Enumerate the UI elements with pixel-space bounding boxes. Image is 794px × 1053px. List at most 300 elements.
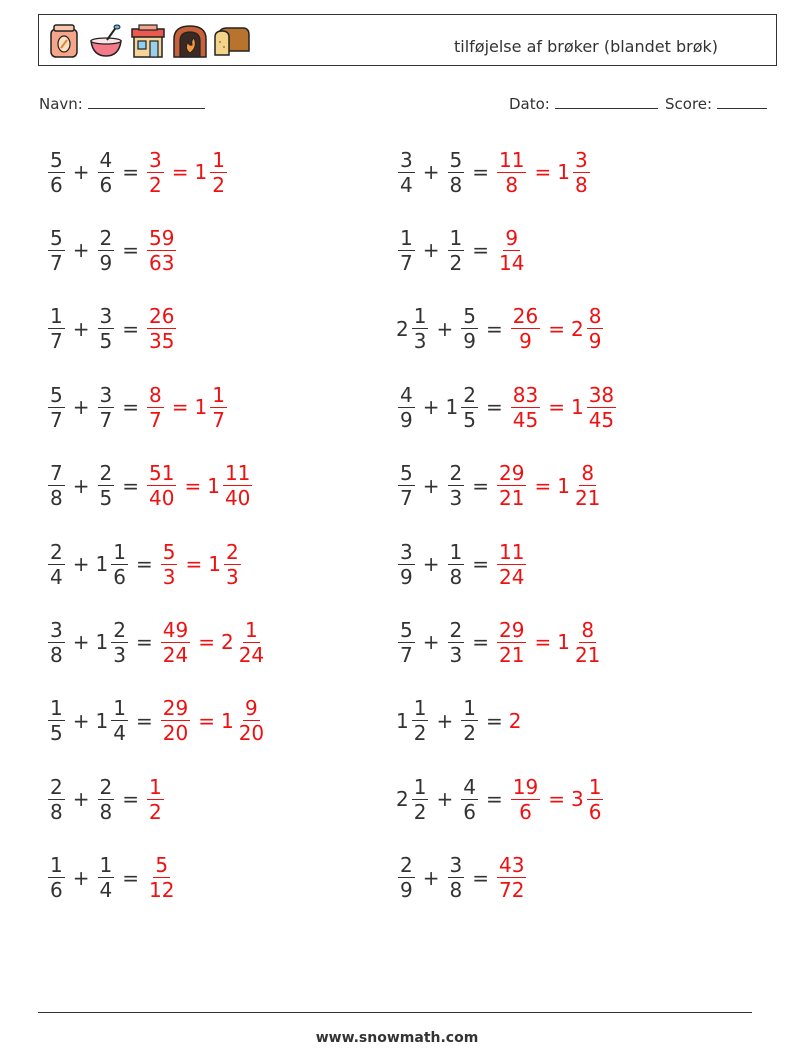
plus-sign: + xyxy=(72,865,90,890)
fraction xyxy=(511,383,540,432)
fraction xyxy=(147,148,164,197)
denominator: 14 xyxy=(499,250,525,275)
denominator: 8 xyxy=(505,172,519,197)
answer xyxy=(145,226,178,275)
numerator: 5 xyxy=(463,304,476,329)
equals-sign: = xyxy=(198,708,215,733)
whole-number: 2 xyxy=(220,630,234,655)
numerator: 3 xyxy=(50,617,63,642)
denominator: 7 xyxy=(400,486,413,511)
denominator: 40 xyxy=(224,486,251,511)
fraction xyxy=(398,383,415,432)
fraction xyxy=(210,383,227,432)
fraction xyxy=(111,696,128,745)
numerator: 51 xyxy=(149,461,175,486)
numerator: 11 xyxy=(499,539,525,564)
worksheet-header xyxy=(38,14,777,66)
numerator: 9 xyxy=(505,225,519,250)
denominator: 8 xyxy=(449,878,463,903)
answer xyxy=(495,226,528,275)
equals-sign: = xyxy=(485,316,503,341)
whole-number: 1 xyxy=(208,552,221,576)
answer xyxy=(509,775,606,824)
denominator: 8 xyxy=(449,172,463,197)
numerator: 5 xyxy=(50,225,63,250)
whole-number: 1 xyxy=(445,395,459,420)
denominator: 35 xyxy=(149,329,175,354)
fraction xyxy=(147,853,176,902)
answer xyxy=(509,709,523,733)
denominator: 24 xyxy=(162,642,189,667)
problem-8 xyxy=(396,377,618,437)
denominator: 9 xyxy=(99,250,113,275)
denominator: 3 xyxy=(113,642,126,667)
fraction xyxy=(497,853,526,902)
denominator: 2 xyxy=(413,721,427,746)
denominator: 6 xyxy=(50,172,63,197)
fraction xyxy=(573,148,590,197)
problem-3 xyxy=(46,220,178,280)
whole-number: 1 xyxy=(570,395,584,420)
name-line xyxy=(88,94,205,109)
numerator: 43 xyxy=(499,853,525,878)
equals-sign: = xyxy=(122,316,139,341)
problem-9 xyxy=(46,456,254,516)
footer-url: www.snowmath.com xyxy=(315,1030,479,1046)
fraction xyxy=(511,775,540,824)
denominator: 3 xyxy=(225,564,239,589)
equals-sign: = xyxy=(472,238,489,263)
fraction xyxy=(161,696,190,745)
denominator: 9 xyxy=(463,329,476,354)
whole-number: 1 xyxy=(207,473,220,498)
whole-number: 1 xyxy=(557,630,570,655)
denominator: 7 xyxy=(400,250,413,275)
equals-sign: = xyxy=(122,160,139,184)
numerator: 26 xyxy=(149,304,175,329)
equals-sign: = xyxy=(534,473,552,498)
answer xyxy=(509,304,606,353)
numerator: 2 xyxy=(50,774,63,799)
equals-sign: = xyxy=(472,630,489,655)
plus-sign: + xyxy=(436,708,454,733)
fraction xyxy=(98,383,115,432)
plus-sign: + xyxy=(72,630,90,655)
fraction xyxy=(161,540,178,589)
denominator: 20 xyxy=(238,721,265,746)
fraction xyxy=(237,618,266,667)
numerator: 3 xyxy=(149,147,162,172)
denominator: 7 xyxy=(149,407,162,432)
date-line xyxy=(555,94,658,109)
numerator: 8 xyxy=(588,304,602,329)
denominator: 21 xyxy=(574,486,601,511)
fraction xyxy=(111,618,128,667)
denominator: 3 xyxy=(449,486,463,511)
equals-sign: = xyxy=(534,160,552,184)
numerator: 19 xyxy=(512,774,539,799)
fraction xyxy=(448,461,465,510)
plus-sign: + xyxy=(72,473,90,498)
numerator: 11 xyxy=(224,461,251,486)
fraction xyxy=(98,853,115,902)
numerator: 4 xyxy=(463,774,476,799)
numerator: 11 xyxy=(499,147,525,172)
whole-number: 1 xyxy=(95,708,109,733)
answer xyxy=(145,461,254,510)
numerator: 2 xyxy=(113,617,126,642)
denominator: 7 xyxy=(99,407,113,432)
denominator: 5 xyxy=(99,486,113,511)
numerator: 1 xyxy=(588,774,602,799)
answer xyxy=(159,618,268,667)
denominator: 45 xyxy=(512,407,539,432)
problem-1 xyxy=(46,142,229,202)
equals-sign: = xyxy=(472,552,489,576)
equals-sign: = xyxy=(171,395,189,420)
denominator: 4 xyxy=(400,172,413,197)
denominator: 9 xyxy=(400,878,413,903)
denominator: 45 xyxy=(588,407,615,432)
numerator: 1 xyxy=(413,696,427,721)
fraction xyxy=(448,226,465,275)
fraction xyxy=(448,618,465,667)
numerator: 4 xyxy=(400,382,413,407)
fraction xyxy=(98,304,115,353)
fraction xyxy=(573,618,602,667)
answer xyxy=(145,775,166,824)
equals-sign: = xyxy=(485,395,503,420)
problem-20 xyxy=(396,848,528,908)
numerator: 8 xyxy=(581,617,595,642)
score-label: Score: xyxy=(665,95,713,113)
numerator: 4 xyxy=(99,147,113,172)
denominator: 8 xyxy=(449,564,463,589)
plus-sign: + xyxy=(422,865,440,890)
equals-sign: = xyxy=(198,630,215,655)
denominator: 3 xyxy=(449,642,463,667)
flour-bag-icon xyxy=(45,23,83,59)
fraction xyxy=(48,775,65,824)
whole-number: 3 xyxy=(570,787,584,812)
equals-sign: = xyxy=(548,395,565,420)
answer xyxy=(159,696,268,745)
numerator: 1 xyxy=(50,696,63,721)
fraction xyxy=(448,853,465,902)
denominator: 63 xyxy=(149,250,175,275)
equals-sign: = xyxy=(548,316,565,341)
numerator: 29 xyxy=(499,617,525,642)
problem-6 xyxy=(396,299,605,359)
whole-number: 1 xyxy=(95,552,109,576)
numerator: 2 xyxy=(449,617,463,642)
answer xyxy=(145,304,178,353)
fraction xyxy=(48,696,65,745)
denominator: 5 xyxy=(463,407,476,432)
numerator: 2 xyxy=(400,853,413,878)
fraction xyxy=(398,226,415,275)
fraction xyxy=(98,226,115,275)
denominator: 2 xyxy=(212,172,225,197)
fraction xyxy=(98,461,115,510)
fraction xyxy=(147,461,176,510)
whole-number: 1 xyxy=(95,630,109,655)
denominator: 72 xyxy=(499,878,525,903)
fraction xyxy=(147,226,176,275)
numerator: 2 xyxy=(225,539,239,564)
numerator: 1 xyxy=(149,774,162,799)
fraction xyxy=(398,540,415,589)
fraction xyxy=(412,696,429,745)
plus-sign: + xyxy=(72,316,90,341)
equals-sign: = xyxy=(122,473,139,498)
plus-sign: + xyxy=(422,473,440,498)
numerator: 5 xyxy=(50,382,63,407)
whole-number: 1 xyxy=(220,708,234,733)
denominator: 9 xyxy=(519,329,532,354)
denominator: 2 xyxy=(449,250,463,275)
numerator: 26 xyxy=(512,304,539,329)
numerator: 1 xyxy=(99,853,113,878)
date-label: Dato: xyxy=(509,95,550,113)
equals-sign: = xyxy=(122,395,139,420)
plus-sign: + xyxy=(72,787,90,812)
whole-number: 1 xyxy=(557,160,570,184)
denominator: 8 xyxy=(50,486,63,511)
numerator: 29 xyxy=(499,461,525,486)
numerator: 3 xyxy=(449,853,463,878)
plus-sign: + xyxy=(422,395,440,420)
problem-14 xyxy=(396,612,604,672)
numerator: 8 xyxy=(581,461,595,486)
denominator: 8 xyxy=(574,172,588,197)
problem-16 xyxy=(396,691,522,751)
plus-sign: + xyxy=(72,238,90,263)
equals-sign: = xyxy=(135,708,153,733)
denominator: 7 xyxy=(400,642,413,667)
denominator: 8 xyxy=(50,799,63,824)
denominator: 8 xyxy=(99,799,113,824)
numerator: 2 xyxy=(99,461,113,486)
equals-sign: = xyxy=(185,552,203,576)
answer xyxy=(145,383,229,432)
numerator: 1 xyxy=(400,225,413,250)
numerator: 2 xyxy=(50,539,63,564)
whole-number: 2 xyxy=(396,787,409,812)
problem-17 xyxy=(46,769,166,829)
plus-sign: + xyxy=(436,787,454,812)
score-field xyxy=(665,94,767,113)
numerator: 29 xyxy=(162,696,189,721)
whole-number: 2 xyxy=(396,316,409,341)
fraction xyxy=(461,304,478,353)
numerator: 1 xyxy=(449,539,463,564)
denominator: 4 xyxy=(113,721,126,746)
fraction xyxy=(587,304,604,353)
denominator: 6 xyxy=(519,799,532,824)
numerator: 3 xyxy=(99,382,113,407)
numerator: 5 xyxy=(155,853,169,878)
fraction xyxy=(111,540,128,589)
numerator: 3 xyxy=(99,304,113,329)
denominator: 7 xyxy=(50,407,63,432)
equals-sign: = xyxy=(135,552,153,576)
numerator: 7 xyxy=(50,461,63,486)
denominator: 4 xyxy=(50,564,63,589)
problem-7 xyxy=(46,377,229,437)
denominator: 2 xyxy=(149,172,162,197)
numerator: 5 xyxy=(400,617,413,642)
numerator: 3 xyxy=(400,147,413,172)
fraction xyxy=(461,696,478,745)
numerator: 1 xyxy=(449,225,463,250)
numerator: 1 xyxy=(463,696,476,721)
equals-sign: = xyxy=(548,787,565,812)
problem-5 xyxy=(46,299,178,359)
equals-sign: = xyxy=(171,160,189,184)
whole-number: 2 xyxy=(570,316,584,341)
numerator: 1 xyxy=(212,147,225,172)
numerator: 5 xyxy=(449,147,463,172)
header-icons xyxy=(45,23,251,59)
fraction xyxy=(147,775,164,824)
denominator: 2 xyxy=(413,799,427,824)
numerator: 1 xyxy=(50,304,63,329)
plus-sign: + xyxy=(436,316,454,341)
numerator: 2 xyxy=(463,382,476,407)
numerator: 5 xyxy=(162,539,176,564)
equals-sign: = xyxy=(184,473,202,498)
fraction xyxy=(48,540,65,589)
fraction xyxy=(224,540,241,589)
numerator: 2 xyxy=(99,225,113,250)
numerator: 1 xyxy=(113,696,126,721)
problem-10 xyxy=(396,456,604,516)
fraction xyxy=(48,148,65,197)
denominator: 21 xyxy=(574,642,601,667)
fraction xyxy=(497,226,526,275)
problem-11 xyxy=(46,534,243,594)
whole-number: 1 xyxy=(396,708,409,733)
fraction xyxy=(210,148,227,197)
date-field xyxy=(509,94,658,113)
equals-sign: = xyxy=(122,787,139,812)
denominator: 9 xyxy=(400,564,413,589)
equals-sign: = xyxy=(534,630,552,655)
answer xyxy=(495,853,528,902)
fraction xyxy=(511,304,540,353)
equals-sign: = xyxy=(485,787,503,812)
denominator: 6 xyxy=(113,564,126,589)
numerator: 2 xyxy=(449,461,463,486)
fraction xyxy=(448,540,465,589)
fraction xyxy=(98,148,115,197)
denominator: 7 xyxy=(212,407,225,432)
denominator: 24 xyxy=(499,564,525,589)
oven-icon xyxy=(171,23,209,59)
fraction xyxy=(48,226,65,275)
denominator: 12 xyxy=(149,878,175,903)
fraction xyxy=(412,775,429,824)
numerator: 5 xyxy=(400,461,413,486)
bakery-shop-icon xyxy=(129,23,167,59)
denominator: 2 xyxy=(463,721,476,746)
fraction xyxy=(398,461,415,510)
denominator: 8 xyxy=(50,642,63,667)
fraction xyxy=(48,304,65,353)
fraction xyxy=(48,618,65,667)
fraction xyxy=(587,775,604,824)
answer xyxy=(145,853,178,902)
denominator: 7 xyxy=(50,329,63,354)
fraction xyxy=(398,618,415,667)
plus-sign: + xyxy=(422,160,440,184)
numerator: 1 xyxy=(413,304,427,329)
fraction xyxy=(587,383,616,432)
fraction xyxy=(98,775,115,824)
denominator: 21 xyxy=(499,486,525,511)
numerator: 59 xyxy=(149,225,175,250)
fraction xyxy=(48,853,65,902)
numerator: 1 xyxy=(50,853,63,878)
answer xyxy=(145,148,229,197)
denominator: 24 xyxy=(238,642,265,667)
problem-4 xyxy=(396,220,528,280)
equals-sign: = xyxy=(472,865,489,890)
numerator: 38 xyxy=(588,382,615,407)
numerator: 83 xyxy=(512,382,539,407)
fraction xyxy=(147,383,164,432)
fraction xyxy=(237,696,266,745)
whole-number: 2 xyxy=(508,708,522,733)
denominator: 3 xyxy=(162,564,176,589)
denominator: 3 xyxy=(413,329,427,354)
numerator: 9 xyxy=(245,696,258,721)
mixing-bowl-icon xyxy=(87,23,125,59)
fraction xyxy=(398,853,415,902)
fraction xyxy=(412,304,429,353)
equals-sign: = xyxy=(485,708,503,733)
numerator: 1 xyxy=(113,539,126,564)
score-line xyxy=(717,94,767,109)
equals-sign: = xyxy=(122,865,139,890)
denominator: 6 xyxy=(588,799,602,824)
numerator: 2 xyxy=(99,774,113,799)
denominator: 20 xyxy=(162,721,189,746)
fraction xyxy=(448,148,465,197)
fraction xyxy=(398,148,415,197)
plus-sign: + xyxy=(422,630,440,655)
problem-12 xyxy=(396,534,528,594)
denominator: 2 xyxy=(149,799,162,824)
problem-13 xyxy=(46,612,268,672)
answer xyxy=(495,148,592,197)
bread-loaf-icon xyxy=(213,23,251,59)
denominator: 9 xyxy=(400,407,413,432)
fraction xyxy=(497,618,526,667)
name-label: Navn: xyxy=(39,95,83,113)
fraction xyxy=(497,540,526,589)
denominator: 6 xyxy=(50,878,63,903)
fraction xyxy=(161,618,190,667)
fraction xyxy=(573,461,602,510)
whole-number: 1 xyxy=(194,395,208,420)
fraction xyxy=(48,383,65,432)
fraction xyxy=(223,461,252,510)
plus-sign: + xyxy=(422,238,440,263)
answer xyxy=(495,540,528,589)
numerator: 3 xyxy=(400,539,413,564)
